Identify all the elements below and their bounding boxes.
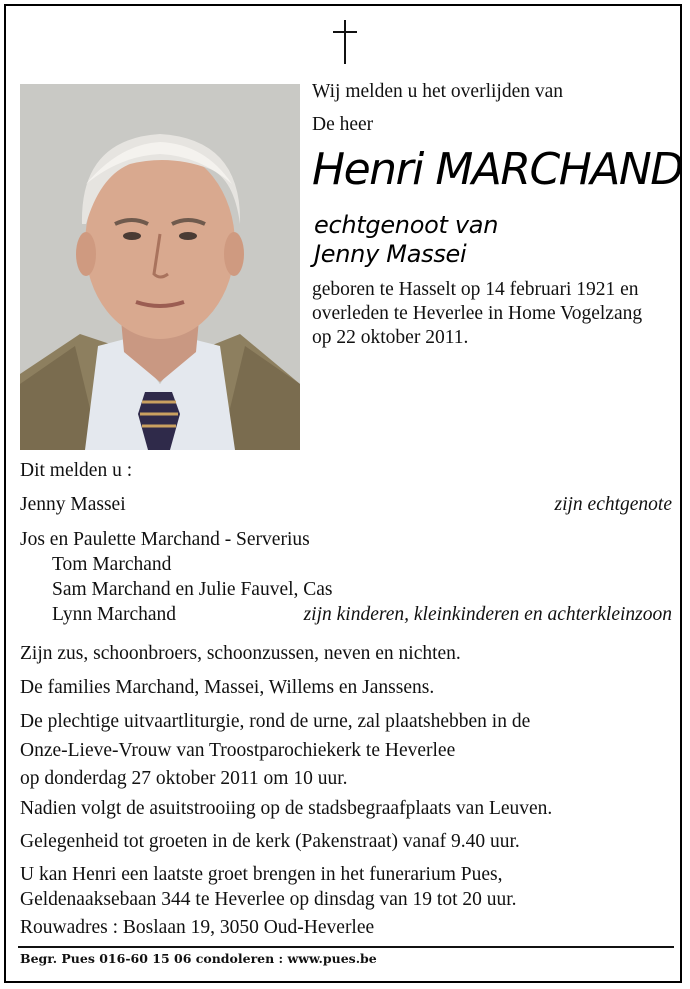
family-families: De families Marchand, Massei, Willems en Janssens. <box>20 677 435 698</box>
footer-text: Begr. Pues 016-60 15 06 condoleren : www.pues.be <box>20 951 377 966</box>
ceremony-line-2: Onze-Lieve-Vrouw van Troostparochiekerk te Heverlee <box>20 740 456 761</box>
portrait-photo <box>20 84 300 450</box>
obituary-card <box>4 4 682 983</box>
spouse-name: Jenny Massei <box>314 240 467 268</box>
deceased-name: Henri MARCHAND <box>312 144 683 195</box>
funerarium-line-2: Geldenaaksebaan 344 te Heverlee op dinsdag van 19 tot 20 uur. <box>20 889 517 910</box>
funerarium-line-1: U kan Henri een laatste groet brengen in het funerarium Pues, <box>20 864 503 885</box>
salutation: De heer <box>312 114 374 135</box>
family-spouse-role: zijn echtgenote <box>554 494 672 515</box>
ceremony-line-1: De plechtige uitvaartliturgie, rond de urne, zal plaatshebben in de <box>20 711 531 732</box>
greeting-info: Gelegenheid tot groeten in de kerk (Pakenstraat) vanaf 9.40 uur. <box>20 831 520 852</box>
birth-line-3: op 22 oktober 2011. <box>312 327 469 348</box>
address: Rouwadres : Boslaan 19, 3050 Oud-Heverlee <box>20 917 375 938</box>
family-grandchild-2: Sam Marchand en Julie Fauvel, Cas <box>52 579 333 600</box>
family-children-role: zijn kinderen, kleinkinderen en achterkleinzoon <box>303 604 672 625</box>
ceremony-line-4: Nadien volgt de asuitstrooiing op de stadsbegraafplaats van Leuven. <box>20 798 553 819</box>
family-child: Jos en Paulette Marchand - Serverius <box>20 529 310 550</box>
spouse-title: echtgenoot van <box>314 211 499 239</box>
footer-divider <box>18 946 674 948</box>
announcers-heading: Dit melden u : <box>20 460 133 481</box>
birth-line-2: overleden te Heverlee in Home Vogelzang <box>312 303 643 324</box>
birth-line-1: geboren te Hasselt op 14 februari 1921 en <box>312 279 639 300</box>
family-grandchild-3: Lynn Marchand <box>52 604 177 625</box>
family-grandchild-1: Tom Marchand <box>52 554 172 575</box>
intro-text: Wij melden u het overlijden van <box>312 81 564 102</box>
cross-icon <box>333 20 357 64</box>
family-spouse: Jenny Massei <box>20 494 126 515</box>
family-siblings: Zijn zus, schoonbroers, schoonzussen, neven en nichten. <box>20 643 461 664</box>
ceremony-line-3: op donderdag 27 oktober 2011 om 10 uur. <box>20 768 348 789</box>
